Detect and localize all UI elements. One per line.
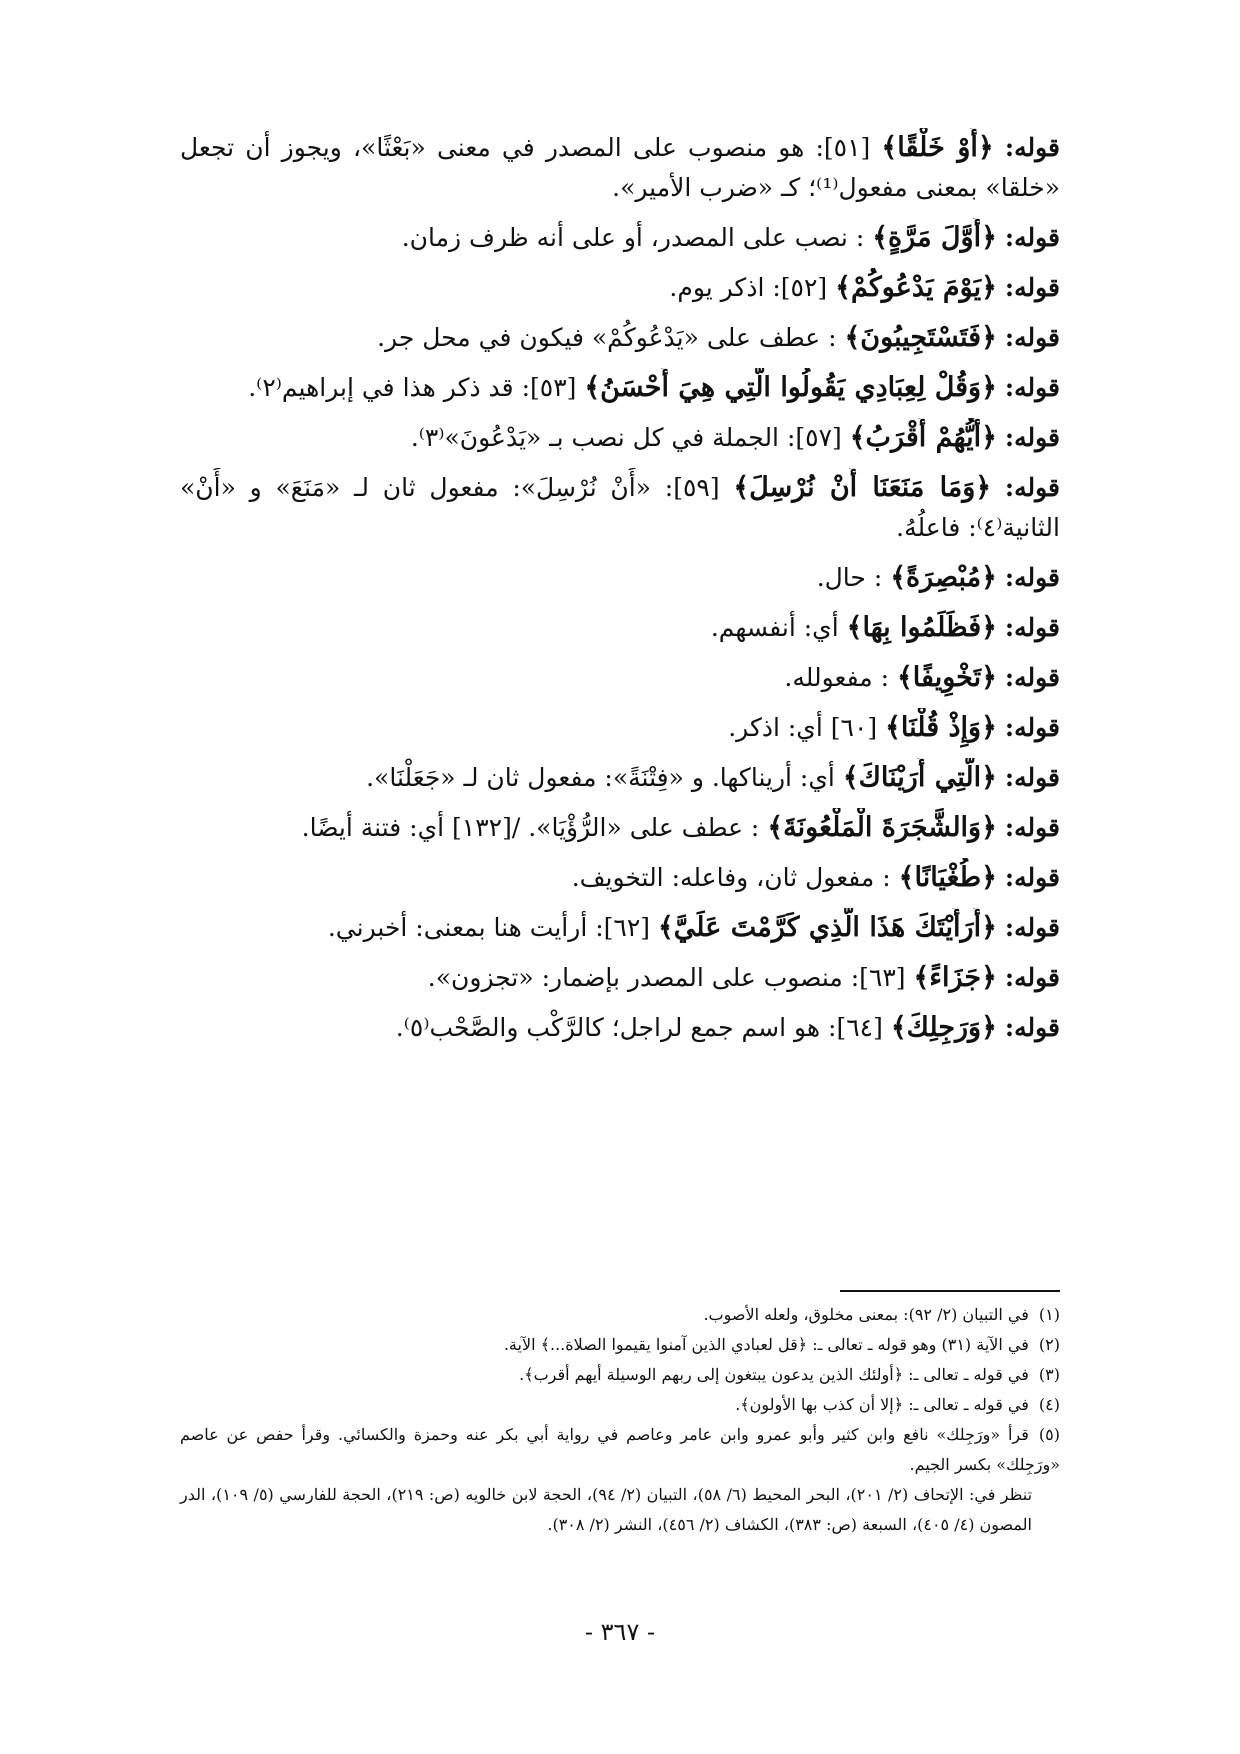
entry-commentary: أي: أنفسهم. <box>710 613 839 642</box>
entry-label: قوله: <box>1004 273 1060 302</box>
entry-commentary: : نصب على المصدر، أو على أنه ظرف زمان. <box>401 223 865 252</box>
entry-10 <box>180 658 1060 698</box>
entry-4 <box>180 318 1060 358</box>
entry-commentary: [٦٤]: هو اسم جمع لراجل؛ كالرَّكْب والصَّحْب⁽٥⁾. <box>395 1013 883 1042</box>
entry-commentary: [٦٣]: منصوب على المصدر بإضمار: «تجزون». <box>427 963 906 992</box>
entry-label: قوله: <box>1004 323 1060 352</box>
entry-13 <box>180 808 1060 848</box>
entry-commentary: [٥٧]: الجملة في كل نصب بـ «يَدْعُونَ»⁽٣⁾. <box>410 423 842 452</box>
entry-6 <box>180 418 1060 458</box>
footnote-4 <box>180 1390 1060 1420</box>
entry-commentary: [٥٣]: قد ذكر هذا في إبراهيم⁽٢⁾. <box>248 373 577 402</box>
entry-commentary: : مفعولله. <box>784 663 890 692</box>
footnote-5 <box>180 1420 1060 1480</box>
footnote-number: (١) <box>1038 1305 1060 1324</box>
entry-16 <box>180 958 1060 998</box>
quran-verse: ﴿وَرَجِلِكَ﴾ <box>890 1012 997 1043</box>
quran-verse: ﴿وَمَا مَنَعَنَا أَنْ نُرْسِلَ﴾ <box>733 472 992 503</box>
quran-verse: ﴿وَإِذْ قُلْنَا﴾ <box>885 712 997 743</box>
footnote-number: (٢) <box>1038 1335 1060 1354</box>
entry-5 <box>180 368 1060 408</box>
footnote-3 <box>180 1360 1060 1390</box>
quran-verse: ﴿وَالشَّجَرَةَ الْمَلْعُونَةَ﴾ <box>767 812 997 843</box>
entry-label: قوله: <box>1004 423 1060 452</box>
quran-verse: ﴿يَوْمَ يَدْعُوكُمْ﴾ <box>835 272 997 303</box>
entry-label: قوله: <box>1004 913 1060 942</box>
entry-label: قوله: <box>1004 133 1060 162</box>
entry-label: قوله: <box>1004 763 1060 792</box>
entry-label: قوله: <box>1004 663 1060 692</box>
entry-1 <box>180 128 1060 208</box>
entry-14 <box>180 858 1060 898</box>
footnote-1 <box>180 1300 1060 1330</box>
footnote-text: في الآية (٣١) وهو قوله ـ تعالى ـ: ﴿قل لعبادي الذين آمنوا يقيموا الصلاة...﴾ الآية. <box>503 1335 1029 1354</box>
entry-label: قوله: <box>1004 813 1060 842</box>
entry-label: قوله: <box>1004 1013 1060 1042</box>
entry-11 <box>180 708 1060 748</box>
entry-commentary: : عطف على «يَدْعُوكُمْ» فيكون في محل جر. <box>377 323 837 352</box>
footnote-separator <box>840 1290 1060 1292</box>
quran-verse: ﴿وَقُلْ لِعِبَادِي يَقُولُوا الَّتِي هِيَ أَحْسَنُ﴾ <box>584 372 997 403</box>
page-number: - ٣٦٧ - <box>584 1618 656 1646</box>
footnote-text: في التبيان (٢/ ٩٢): بمعنى مخلوق، ولعله الأصوب. <box>703 1305 1029 1324</box>
quran-verse: ﴿مُبْصِرَةً﴾ <box>890 562 997 593</box>
quran-verse: ﴿أَوَّلَ مَرَّةٍ﴾ <box>872 222 997 253</box>
footnote-number: (٣) <box>1038 1365 1060 1384</box>
entry-commentary: [٥٩]: «أَنْ نُرْسِلَ»: مفعول ثان لـ «مَنَعَ» و «أَنْ» الثانية⁽٤⁾: فاعلُهُ. <box>180 473 1060 542</box>
entry-label: قوله: <box>1004 863 1060 892</box>
entry-label: قوله: <box>1004 373 1060 402</box>
entry-2 <box>180 218 1060 258</box>
quran-verse: ﴿أَرَأَيْتَكَ هَذَا الَّذِي كَرَّمْتَ عَلَيَّ﴾ <box>657 912 997 943</box>
quran-verse: ﴿أَيُّهُمْ أَقْرَبُ﴾ <box>849 422 997 453</box>
entry-commentary: : مفعول ثان، وفاعله: التخويف. <box>571 863 891 892</box>
entry-8 <box>180 558 1060 598</box>
entry-label: قوله: <box>1004 473 1060 502</box>
entry-label: قوله: <box>1004 223 1060 252</box>
entry-3 <box>180 268 1060 308</box>
quran-verse: ﴿الَّتِي أَرَيْنَاكَ﴾ <box>842 762 997 793</box>
main-text <box>180 128 1060 1048</box>
entry-commentary: [٥١]: هو منصوب على المصدر في معنى «بَعْثًا»، ويجوز أن تجعل «خلقا» بمعنى مفعول⁽¹⁾؛ كـ «ضرب الأمير». <box>180 133 1060 202</box>
entry-commentary: : عطف على «الرُّؤْيَا». /[١٣٢] أي: فتنة أيضًا. <box>301 813 760 842</box>
entry-label: قوله: <box>1004 713 1060 742</box>
quran-verse: ﴿تَخْوِيفًا﴾ <box>896 662 997 693</box>
footnote-text: قرأ «ورَجِلك» نافع وابن كثير وأبو عمرو وابن عامر وعاصم في رواية أبي بكر عنه وحمزة والكسائي. وقرأ حفص عن عاصم «ورَجِلك» بكسر الجيم. <box>180 1425 1060 1474</box>
entry-9 <box>180 608 1060 648</box>
entry-label: قوله: <box>1004 613 1060 642</box>
quran-verse: ﴿جَزَاءً﴾ <box>913 962 997 993</box>
quran-verse: ﴿أَوْ خَلْقًا﴾ <box>881 132 994 163</box>
entry-12 <box>180 758 1060 798</box>
entry-label: قوله: <box>1004 563 1060 592</box>
entry-15 <box>180 908 1060 948</box>
footnote-number: (٥) <box>1038 1425 1061 1444</box>
entry-commentary: [٦٠] أي: اذكر. <box>728 713 878 742</box>
footnotes <box>180 1300 1060 1540</box>
quran-verse: ﴿طُغْيَانًا﴾ <box>898 862 997 893</box>
footnote-number: (٤) <box>1038 1395 1060 1414</box>
entry-commentary: أي: أريناكها. و «فِتْنَةً»: مفعول ثان لـ «جَعَلْنَا». <box>366 763 835 792</box>
entry-commentary: [٦٢]: أرأيت هنا بمعنى: أخبرني. <box>327 913 651 942</box>
entry-label: قوله: <box>1004 963 1060 992</box>
footnote-text: في قوله ـ تعالى ـ: ﴿إلا أن كذب بها الأولون﴾. <box>735 1395 1029 1414</box>
entry-commentary: : حال. <box>816 563 883 592</box>
entry-7 <box>180 468 1060 548</box>
entry-commentary: [٥٢]: اذكر يوم. <box>669 273 828 302</box>
footnote-sources: تنظر في: الإتحاف (٢/ ٢٠١)، البحر المحيط (٦/ ٥٨)، التبيان (٢/ ٩٤)، الحجة لابن خالويه (ص: ٢١٩)، الحجة للفارسي (٥/ ١٠٩)، الدر المصون (٤/ ٤٠٥)، السبعة (ص: ٣٨٣)، الكشاف (٢/ ٤٥٦)، النشر (٢/ ٣٠٨). <box>180 1485 1033 1534</box>
quran-verse: ﴿فَتَسْتَجِيبُونَ﴾ <box>844 322 997 353</box>
entry-17 <box>180 1008 1060 1048</box>
footnote-text: في قوله ـ تعالى ـ: ﴿أولئك الذين يدعون يبتغون إلى ربهم الوسيلة أيهم أقرب﴾. <box>519 1365 1029 1384</box>
quran-verse: ﴿فَظَلَمُوا بِهَا﴾ <box>846 612 997 643</box>
footnote-2 <box>180 1330 1060 1360</box>
